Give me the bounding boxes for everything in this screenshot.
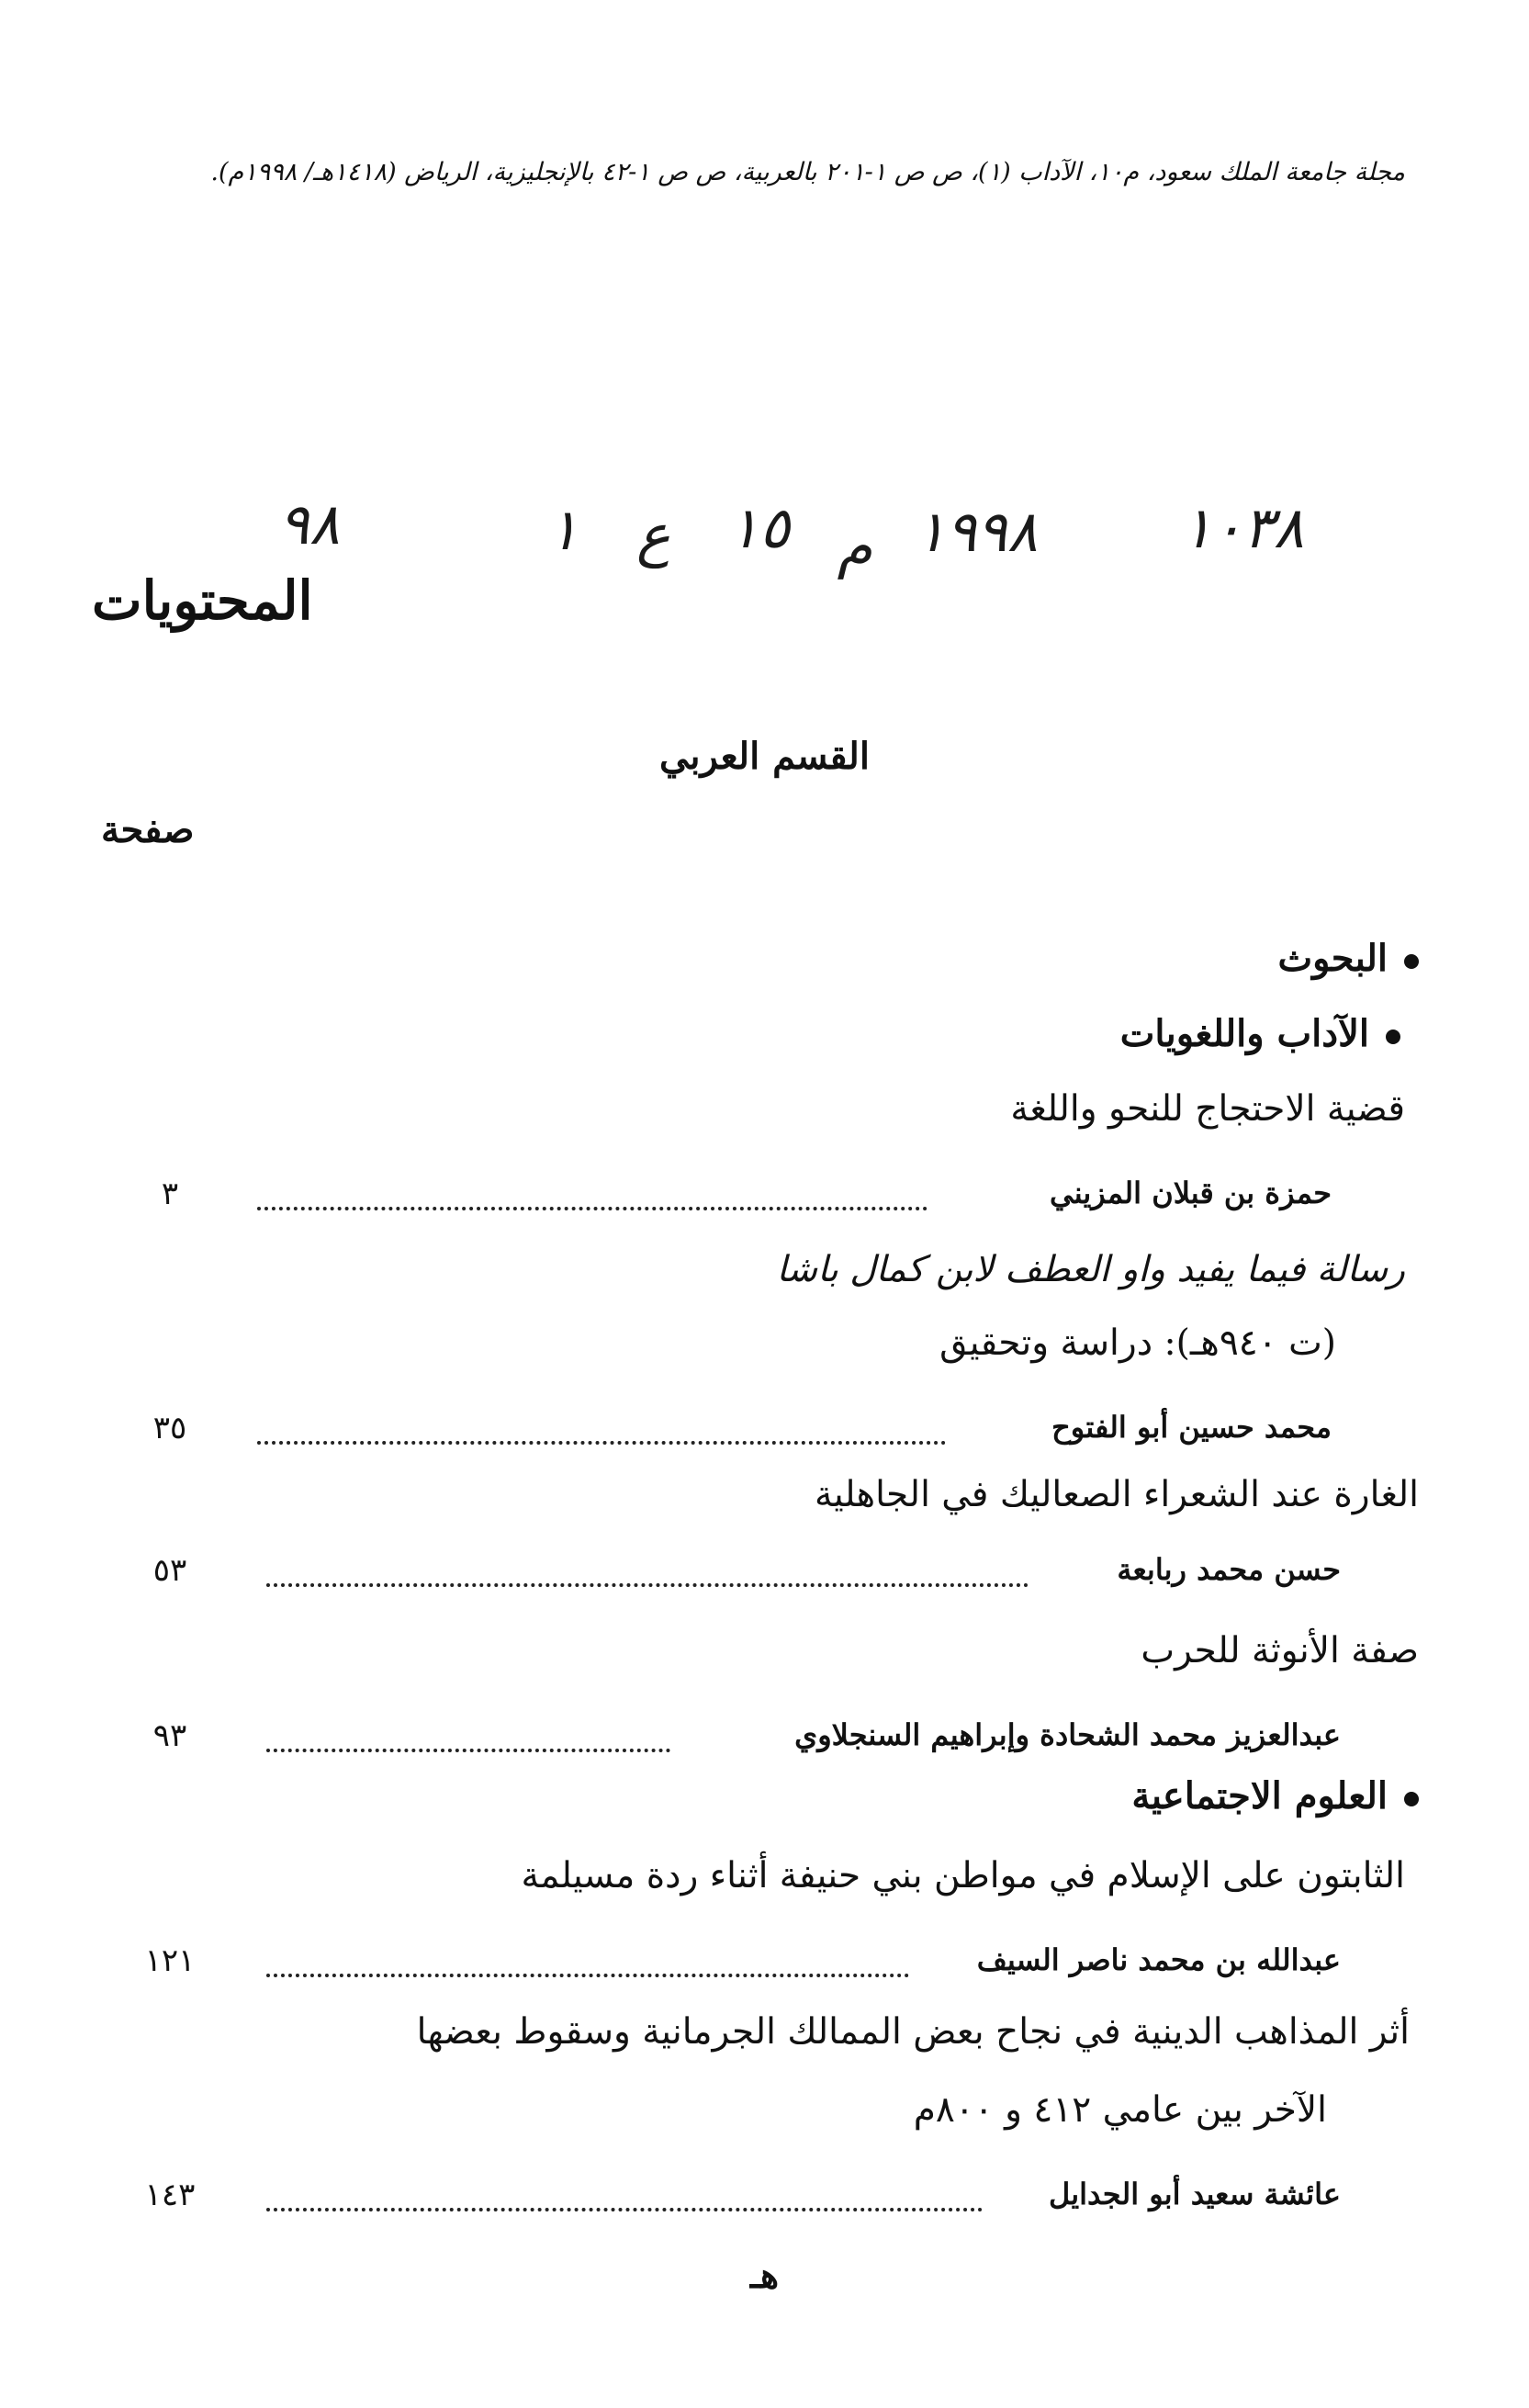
toc-entry-row — [129, 1942, 1341, 1994]
dot-leader — [257, 1207, 928, 1210]
entry-title: أثر المذاهب الدينية في نجاح بعض الممالك الجرمانية وسقوط بعضها — [416, 2011, 1410, 2053]
entry-author: حسن محمد ربابعة — [1117, 1552, 1341, 1587]
handwritten-number: ١٠٣٨ — [1181, 494, 1304, 561]
entry-author: حمزة بن قبلان المزيني — [1050, 1176, 1332, 1210]
entry-author: عبدالله بن محمد ناصر السيف — [976, 1942, 1341, 1977]
entry-page-number: ٥٣ — [152, 1552, 187, 1589]
entry-title-continued: (ت ٩٤٠هـ): دراسة وتحقيق — [939, 1322, 1336, 1364]
bullet-icon — [1386, 1030, 1400, 1044]
dot-leader — [257, 1441, 946, 1445]
entry-title: رسالة فيما يفيد واو العطف لابن كمال باشا — [776, 1249, 1405, 1290]
dot-leader — [266, 2208, 983, 2211]
entry-page-number: ١٤٣ — [144, 2177, 196, 2213]
toc-entry-row — [129, 2177, 1341, 2228]
entry-page-number: ٣٥ — [152, 1410, 187, 1446]
dot-leader — [266, 1974, 909, 1977]
footer-page-marker: هـ — [749, 2255, 780, 2296]
toc-entry-row — [129, 1176, 1332, 1227]
entry-page-number: ٣ — [161, 1176, 179, 1212]
handwritten-issue: ١ — [547, 496, 579, 563]
entry-page-number: ١٢١ — [144, 1942, 196, 1979]
dot-leader — [266, 1583, 1029, 1587]
toc-entry-row — [129, 1717, 1341, 1769]
section-title: القسم العربي — [659, 735, 870, 778]
handwritten-mark: م — [837, 512, 872, 579]
handwritten-volume: ١٥ — [728, 494, 790, 561]
toc-entry-row — [129, 1410, 1332, 1461]
heading-research: البحوث — [1277, 937, 1419, 980]
entry-author: عائشة سعيد أبو الجدايل — [1048, 2177, 1341, 2211]
page-column-label: صفحة — [101, 808, 195, 851]
toc-title: المحتويات — [92, 569, 313, 632]
bullet-icon — [1404, 954, 1419, 969]
entry-title-continued: الآخر بين عامي ٤١٢ و ٨٠٠م — [913, 2089, 1327, 2131]
dot-leader — [266, 1749, 670, 1752]
entry-title: صفة الأنوثة للحرب — [1141, 1630, 1419, 1671]
handwritten-code: ٩٨ — [278, 490, 340, 557]
heading-literature: الآداب واللغويات — [1120, 1012, 1400, 1055]
toc-entry-row — [129, 1552, 1341, 1603]
journal-reference: مجلة جامعة الملك سعود، م١٠، الآداب (١)، ص ص ١-٢٠١ بالعربية، ص ص ١-٤٢ بالإنجليزية، الرياض (١٤١٨هـ/ ١٩٩٨م). — [210, 158, 1405, 186]
entry-title: الغارة عند الشعراء الصعاليك في الجاهلية — [814, 1474, 1419, 1515]
entry-page-number: ٩٣ — [152, 1717, 187, 1754]
entry-title: قضية الاحتجاج للنحو واللغة — [1010, 1088, 1405, 1130]
heading-social-sciences: العلوم الاجتماعية — [1131, 1774, 1419, 1817]
entry-author: محمد حسين أبو الفتوح — [1051, 1410, 1332, 1445]
bullet-icon — [1404, 1792, 1419, 1806]
handwritten-issue-label: ع — [636, 501, 670, 568]
entry-title: الثابتون على الإسلام في مواطن بني حنيفة أثناء ردة مسيلمة — [521, 1855, 1405, 1896]
handwritten-year: ١٩٩٨ — [915, 498, 1038, 565]
entry-author: عبدالعزيز محمد الشحادة وإبراهيم السنجلاوي — [794, 1717, 1341, 1752]
